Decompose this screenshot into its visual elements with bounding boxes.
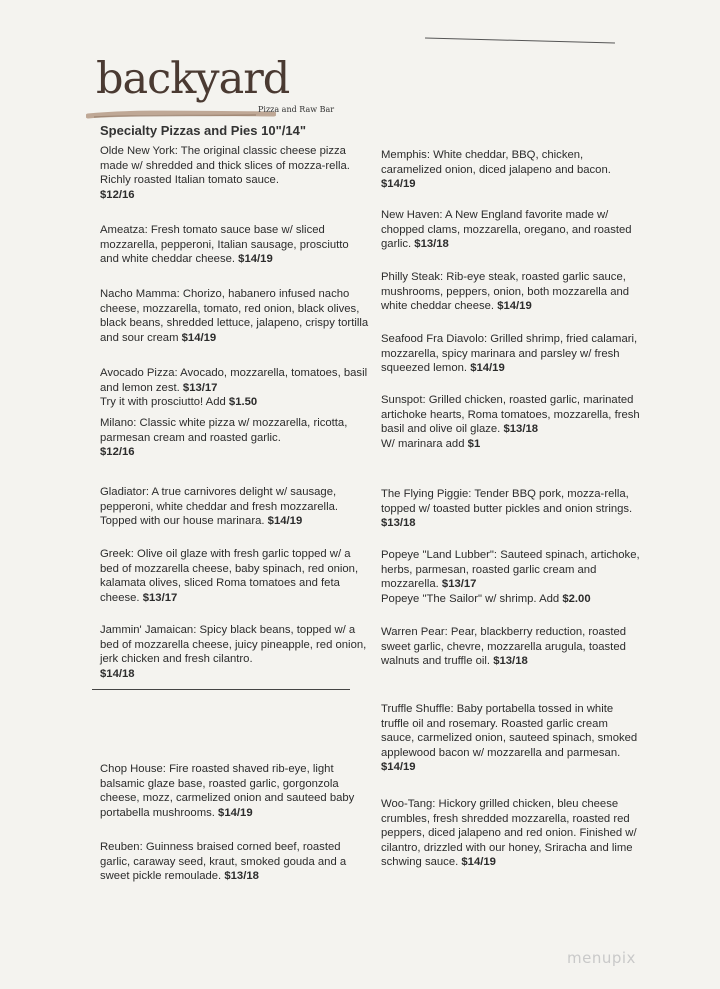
item-description: Memphis: White cheddar, BBQ, chicken, caramelized onion, diced jalapeno and bacon. [381, 149, 611, 176]
menu-item [381, 487, 643, 531]
item-description: Greek: Olive oil glaze with fresh garlic topped w/ a bed of mozzarella cheese, baby spinach, red onion, kalamata olives, sliced Roma tomatoes and feta cheese. [100, 548, 359, 604]
item-price: $12/16 [100, 446, 135, 459]
menu-item [381, 208, 643, 252]
item-description: Popeye "Land Lubber": Sauteed spinach, artichoke, herbs, parmesan, roasted garlic cream and mozzarella. [381, 549, 640, 591]
item-description: The Flying Piggie: Tender BBQ pork, mozza-rella, topped w/ toasted butter pickles and onion strings. [381, 488, 633, 515]
item-addon [381, 437, 643, 452]
menu-item [100, 416, 370, 460]
menu-item [381, 148, 643, 192]
item-price: $14/19 [381, 761, 416, 774]
logo-wordmark: backyard [96, 54, 290, 104]
addon-text: Popeye "The Sailor" w/ shrimp. Add [381, 592, 560, 605]
item-price: $13/18 [493, 655, 528, 668]
column-divider-rule [92, 689, 350, 690]
item-addon [100, 395, 370, 410]
menu-item [100, 623, 370, 681]
menu-item [381, 393, 643, 451]
menu-item [100, 223, 370, 267]
item-description: Jammin' Jamaican: Spicy black beans, topped w/ a bed of mozzarella cheese, juicy pineapple, red onion, jerk chicken and fresh cilantro. [100, 624, 367, 666]
menu-item [100, 287, 370, 345]
logo-tagline: Pizza and Raw Bar [258, 105, 335, 114]
item-price: $14/19 [470, 362, 505, 375]
watermark: menupix [567, 949, 636, 967]
item-description: Gladiator: A true carnivores delight w/ sausage, pepperoni, white cheddar and fresh mozzarella. Topped with our house marinara. [100, 486, 339, 528]
item-price: $14/19 [461, 856, 496, 869]
item-description: Warren Pear: Pear, blackberry reduction, roasted sweet garlic, chevre, mozzarella arugula, toasted walnuts and truffle oil. [381, 626, 627, 668]
item-price: $13/18 [414, 238, 449, 251]
item-price: $13/17 [142, 591, 178, 604]
item-price: $14/19 [381, 178, 416, 191]
item-description: Ameatza: Fresh tomato sauce base w/ sliced mozzarella, pepperoni, Italian sausage, prosciutto and white cheddar cheese. [100, 224, 349, 266]
item-price: $13/18 [503, 423, 539, 436]
item-price: $14/19 [181, 331, 217, 344]
item-price: $14/19 [238, 253, 273, 266]
item-price: $14/19 [497, 300, 532, 313]
item-description: Sunspot: Grilled chicken, roasted garlic, marinated artichoke hearts, Roma tomatoes, mozzarella, fresh basil and olive oil glaze. [381, 394, 640, 436]
addon-price: $1 [467, 437, 481, 450]
item-description: Woo-Tang: Hickory grilled chicken, bleu cheese crumbles, fresh shredded mozzarella, roasted red peppers, diced jalapeno and red onion. Finished w/ cilantro, drizzled with our honey, Sriracha and lime schwing sauce. [381, 798, 637, 869]
menu-item [381, 797, 643, 870]
item-description: Milano: Classic white pizza w/ mozzarella, ricotta, parmesan cream and roasted garlic. [100, 417, 348, 444]
item-price: $14/19 [218, 806, 253, 819]
menu-item [100, 762, 370, 820]
item-description: Avocado Pizza: Avocado, mozzarella, tomatoes, basil and lemon zest. [100, 367, 368, 394]
menu-item [381, 702, 643, 775]
menu-item [381, 332, 643, 376]
menu-item [381, 270, 643, 314]
item-price: $13/17 [182, 381, 218, 394]
item-price: $14/18 [100, 667, 135, 680]
item-addon [381, 592, 643, 607]
menu-item [100, 547, 370, 605]
menu-item [100, 366, 370, 410]
item-description: New Haven: A New England favorite made w/ chopped clams, mozzarella, oregano, and roasted garlic. [381, 209, 632, 251]
addon-price: $1.50 [228, 396, 258, 409]
item-description: Seafood Fra Diavolo: Grilled shrimp, fried calamari, mozzarella, spicy marinara and parsley w/ fresh squeezed lemon. [381, 333, 638, 375]
logo-swoosh-icon [86, 110, 276, 120]
item-description: Nacho Mamma: Chorizo, habanero infused nacho cheese, mozzarella, tomato, red onion, black olives, black beans, shredded lettuce, jalapeno, crispy tortilla and sour cream [100, 288, 369, 344]
addon-text: Try it with prosciutto! Add [100, 396, 226, 409]
item-price: $12/16 [100, 188, 135, 201]
addon-price: $2.00 [562, 592, 591, 605]
menu-item [381, 625, 643, 669]
item-price: $14/19 [267, 515, 303, 528]
menu-item [381, 548, 643, 606]
item-price: $13/17 [441, 578, 477, 591]
menu-item [100, 485, 370, 529]
item-description: Philly Steak: Rib-eye steak, roasted garlic sauce, mushrooms, peppers, onion, both mozzarella and white cheddar cheese. [381, 271, 630, 313]
item-price: $13/18 [381, 517, 416, 530]
logo [96, 54, 335, 128]
top-rule [425, 38, 615, 44]
item-description: Reuben: Guinness braised corned beef, roasted garlic, caraway seed, kraut, smoked gouda and a sweet pickle remoulade. [100, 841, 347, 883]
section-title: Specialty Pizzas and Pies 10"/14" [100, 123, 306, 138]
item-description: Truffle Shuffle: Baby portabella tossed in white truffle oil and rosemary. Roasted garlic cream sauce, carmelized onion, sauteed spinach, smoked applewood bacon w/ mozzarella and parmesan. [381, 703, 638, 759]
item-description: Chop House: Fire roasted shaved rib-eye, light balsamic glaze base, roasted garlic, gorgonzola cheese, mozz, carmelized onion and sauteed baby portabella mushrooms. [100, 763, 355, 819]
menu-item [100, 840, 370, 884]
addon-text: W/ marinara add [381, 437, 465, 450]
item-price: $13/18 [224, 870, 259, 883]
item-description: Olde New York: The original classic cheese pizza made w/ shredded and thick slices of mozza-rella. Richly roasted Italian tomato sauce. [100, 145, 350, 187]
menu-item [100, 144, 370, 202]
